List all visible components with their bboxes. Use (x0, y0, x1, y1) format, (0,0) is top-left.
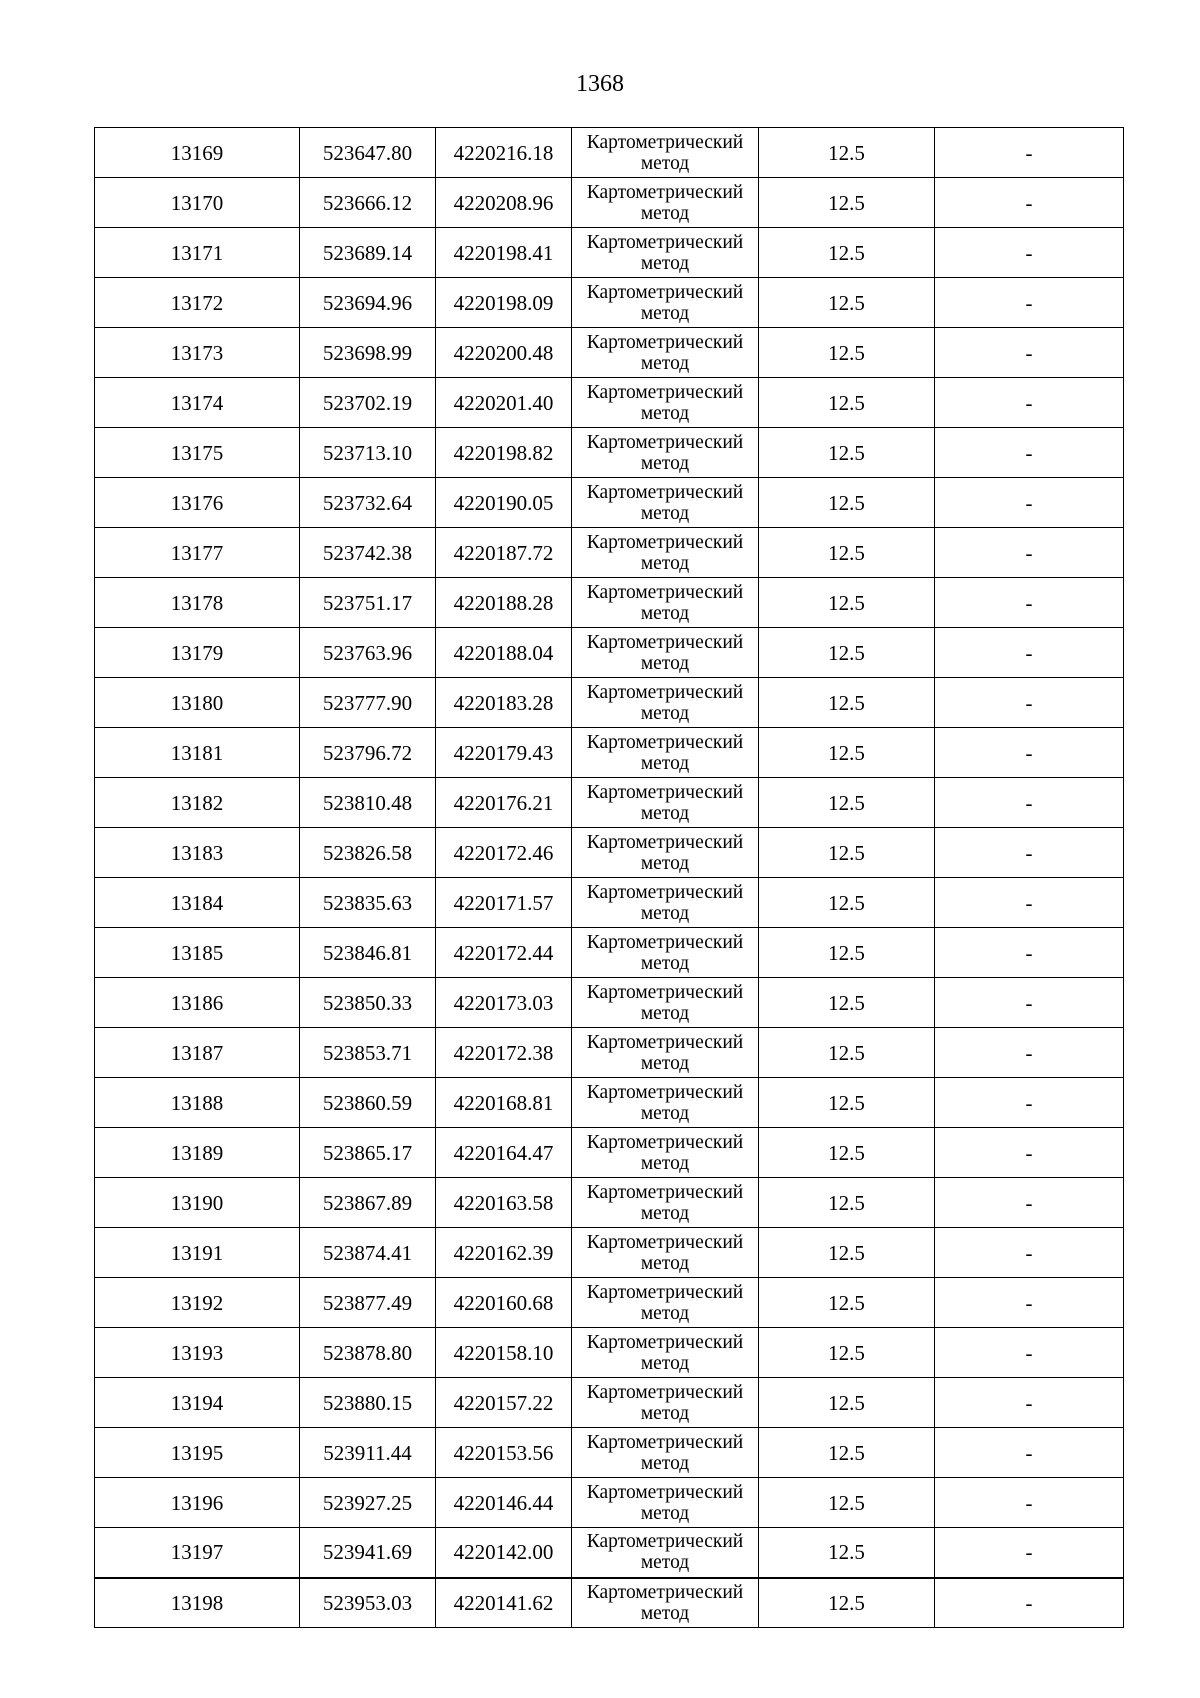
y-coordinate-cell: 4220179.43 (436, 728, 572, 778)
table-row (95, 728, 1124, 778)
point-id-cell: 13185 (95, 928, 300, 978)
method-line-2: метод (640, 1202, 690, 1224)
point-id-cell: 13179 (95, 628, 300, 678)
y-coordinate-cell: 4220198.82 (436, 428, 572, 478)
note-cell: - (935, 928, 1124, 978)
method-cell (572, 878, 759, 928)
method-cell (572, 1328, 759, 1378)
note-cell: - (935, 578, 1124, 628)
method-line-1: Картометрический (586, 1131, 744, 1153)
method-cell (572, 728, 759, 778)
point-id-cell: 13182 (95, 778, 300, 828)
method-line-2: метод (640, 1352, 690, 1374)
table-row (95, 828, 1124, 878)
accuracy-cell: 12.5 (759, 978, 935, 1028)
method-line-1: Картометрический (586, 231, 744, 253)
method-line-2: метод (640, 852, 690, 874)
point-id-cell: 13183 (95, 828, 300, 878)
point-id-cell: 13193 (95, 1328, 300, 1378)
x-coordinate-cell: 523732.64 (300, 478, 436, 528)
note-cell: - (935, 778, 1124, 828)
table-row (95, 528, 1124, 578)
method-line-2: метод (640, 652, 690, 674)
method-line-1: Картометрический (586, 931, 744, 953)
method-cell (572, 828, 759, 878)
x-coordinate-cell: 523796.72 (300, 728, 436, 778)
x-coordinate-cell: 523742.38 (300, 528, 436, 578)
accuracy-cell: 12.5 (759, 678, 935, 728)
note-cell: - (935, 628, 1124, 678)
x-coordinate-cell: 523850.33 (300, 978, 436, 1028)
method-line-2: метод (640, 1402, 690, 1424)
note-cell: - (935, 1328, 1124, 1378)
accuracy-cell: 12.5 (759, 178, 935, 228)
y-coordinate-cell: 4220198.41 (436, 228, 572, 278)
y-coordinate-cell: 4220183.28 (436, 678, 572, 728)
method-cell (572, 978, 759, 1028)
method-cell (572, 1028, 759, 1078)
x-coordinate-cell: 523777.90 (300, 678, 436, 728)
x-coordinate-cell: 523694.96 (300, 278, 436, 328)
point-id-cell: 13189 (95, 1128, 300, 1178)
x-coordinate-cell: 523751.17 (300, 578, 436, 628)
accuracy-cell: 12.5 (759, 528, 935, 578)
x-coordinate-cell: 523941.69 (300, 1528, 436, 1578)
table-body (95, 128, 1124, 1628)
x-coordinate-cell: 523702.19 (300, 378, 436, 428)
accuracy-cell: 12.5 (759, 778, 935, 828)
method-cell (572, 628, 759, 678)
table-row (95, 228, 1124, 278)
method-line-1: Картометрический (586, 281, 744, 303)
method-line-2: метод (640, 202, 690, 224)
method-line-1: Картометрический (586, 731, 744, 753)
method-line-2: метод (640, 1602, 690, 1624)
x-coordinate-cell: 523860.59 (300, 1078, 436, 1128)
accuracy-cell: 12.5 (759, 328, 935, 378)
point-id-cell: 13173 (95, 328, 300, 378)
note-cell: - (935, 1028, 1124, 1078)
x-coordinate-cell: 523846.81 (300, 928, 436, 978)
point-id-cell: 13175 (95, 428, 300, 478)
y-coordinate-cell: 4220172.46 (436, 828, 572, 878)
method-line-2: метод (640, 302, 690, 324)
point-id-cell: 13181 (95, 728, 300, 778)
x-coordinate-cell: 523666.12 (300, 178, 436, 228)
y-coordinate-cell: 4220188.28 (436, 578, 572, 628)
accuracy-cell: 12.5 (759, 1128, 935, 1178)
method-cell (572, 778, 759, 828)
method-cell (572, 1578, 759, 1628)
method-line-1: Картометрический (586, 1181, 744, 1203)
y-coordinate-cell: 4220171.57 (436, 878, 572, 928)
y-coordinate-cell: 4220158.10 (436, 1328, 572, 1378)
accuracy-cell: 12.5 (759, 428, 935, 478)
y-coordinate-cell: 4220141.62 (436, 1578, 572, 1628)
note-cell: - (935, 1228, 1124, 1278)
coordinates-table (94, 127, 1124, 1628)
accuracy-cell: 12.5 (759, 1378, 935, 1428)
table-row (95, 278, 1124, 328)
point-id-cell: 13184 (95, 878, 300, 928)
method-line-2: метод (640, 402, 690, 424)
method-line-1: Картометрический (586, 131, 744, 153)
x-coordinate-cell: 523865.17 (300, 1128, 436, 1178)
method-line-1: Картометрический (586, 631, 744, 653)
accuracy-cell: 12.5 (759, 1028, 935, 1078)
method-cell (572, 1428, 759, 1478)
x-coordinate-cell: 523698.99 (300, 328, 436, 378)
note-cell: - (935, 728, 1124, 778)
method-line-2: метод (640, 452, 690, 474)
point-id-cell: 13187 (95, 1028, 300, 1078)
x-coordinate-cell: 523867.89 (300, 1178, 436, 1228)
method-cell (572, 228, 759, 278)
method-line-2: метод (640, 802, 690, 824)
method-line-2: метод (640, 752, 690, 774)
table-row (95, 1428, 1124, 1478)
accuracy-cell: 12.5 (759, 378, 935, 428)
accuracy-cell: 12.5 (759, 1328, 935, 1378)
point-id-cell: 13177 (95, 528, 300, 578)
method-line-2: метод (640, 552, 690, 574)
method-line-1: Картометрический (586, 1031, 744, 1053)
y-coordinate-cell: 4220198.09 (436, 278, 572, 328)
note-cell: - (935, 878, 1124, 928)
method-cell (572, 178, 759, 228)
point-id-cell: 13174 (95, 378, 300, 428)
method-line-2: метод (640, 1452, 690, 1474)
table-row (95, 878, 1124, 928)
y-coordinate-cell: 4220153.56 (436, 1428, 572, 1478)
method-line-2: метод (640, 502, 690, 524)
table-row (95, 178, 1124, 228)
accuracy-cell: 12.5 (759, 628, 935, 678)
point-id-cell: 13197 (95, 1528, 300, 1578)
y-coordinate-cell: 4220160.68 (436, 1278, 572, 1328)
table-row (95, 1378, 1124, 1428)
note-cell: - (935, 1178, 1124, 1228)
method-line-1: Картометрический (586, 1281, 744, 1303)
point-id-cell: 13190 (95, 1178, 300, 1228)
method-line-2: метод (640, 1102, 690, 1124)
note-cell: - (935, 128, 1124, 178)
x-coordinate-cell: 523880.15 (300, 1378, 436, 1428)
method-line-2: метод (640, 1152, 690, 1174)
accuracy-cell: 12.5 (759, 1278, 935, 1328)
table-row (95, 428, 1124, 478)
method-line-2: метод (640, 352, 690, 374)
table-row (95, 1328, 1124, 1378)
method-line-1: Картометрический (586, 181, 744, 203)
method-line-1: Картометрический (586, 781, 744, 803)
y-coordinate-cell: 4220190.05 (436, 478, 572, 528)
y-coordinate-cell: 4220172.44 (436, 928, 572, 978)
method-cell (572, 528, 759, 578)
x-coordinate-cell: 523713.10 (300, 428, 436, 478)
method-line-1: Картометрический (586, 831, 744, 853)
method-line-1: Картометрический (586, 1231, 744, 1253)
x-coordinate-cell: 523647.80 (300, 128, 436, 178)
y-coordinate-cell: 4220208.96 (436, 178, 572, 228)
note-cell: - (935, 1478, 1124, 1528)
x-coordinate-cell: 523877.49 (300, 1278, 436, 1328)
y-coordinate-cell: 4220200.48 (436, 328, 572, 378)
x-coordinate-cell: 523953.03 (300, 1578, 436, 1628)
accuracy-cell: 12.5 (759, 1228, 935, 1278)
method-cell (572, 1528, 759, 1578)
x-coordinate-cell: 523927.25 (300, 1478, 436, 1528)
x-coordinate-cell: 523874.41 (300, 1228, 436, 1278)
table-row (95, 128, 1124, 178)
table-row (95, 1578, 1124, 1628)
method-line-1: Картометрический (586, 681, 744, 703)
table-row (95, 1028, 1124, 1078)
point-id-cell: 13171 (95, 228, 300, 278)
table-row (95, 578, 1124, 628)
method-cell (572, 428, 759, 478)
method-cell (572, 1078, 759, 1128)
x-coordinate-cell: 523835.63 (300, 878, 436, 928)
note-cell: - (935, 328, 1124, 378)
note-cell: - (935, 478, 1124, 528)
method-line-2: метод (640, 1252, 690, 1274)
method-line-1: Картометрический (586, 1431, 744, 1453)
y-coordinate-cell: 4220146.44 (436, 1478, 572, 1528)
point-id-cell: 13176 (95, 478, 300, 528)
method-line-1: Картометрический (586, 331, 744, 353)
method-line-2: метод (640, 252, 690, 274)
point-id-cell: 13186 (95, 978, 300, 1028)
accuracy-cell: 12.5 (759, 128, 935, 178)
method-line-2: метод (640, 152, 690, 174)
note-cell: - (935, 828, 1124, 878)
table-row (95, 1278, 1124, 1328)
method-line-1: Картометрический (586, 881, 744, 903)
method-cell (572, 328, 759, 378)
method-line-2: метод (640, 702, 690, 724)
note-cell: - (935, 1528, 1124, 1578)
table-row (95, 1228, 1124, 1278)
method-line-1: Картометрический (586, 1481, 744, 1503)
note-cell: - (935, 278, 1124, 328)
accuracy-cell: 12.5 (759, 578, 935, 628)
note-cell: - (935, 528, 1124, 578)
accuracy-cell: 12.5 (759, 1178, 935, 1228)
method-line-2: метод (640, 1052, 690, 1074)
note-cell: - (935, 428, 1124, 478)
table-row (95, 1078, 1124, 1128)
method-line-1: Картометрический (586, 981, 744, 1003)
point-id-cell: 13196 (95, 1478, 300, 1528)
x-coordinate-cell: 523689.14 (300, 228, 436, 278)
accuracy-cell: 12.5 (759, 1078, 935, 1128)
method-cell (572, 1228, 759, 1278)
y-coordinate-cell: 4220172.38 (436, 1028, 572, 1078)
accuracy-cell: 12.5 (759, 228, 935, 278)
note-cell: - (935, 978, 1124, 1028)
y-coordinate-cell: 4220142.00 (436, 1528, 572, 1578)
x-coordinate-cell: 523853.71 (300, 1028, 436, 1078)
point-id-cell: 13180 (95, 678, 300, 728)
y-coordinate-cell: 4220162.39 (436, 1228, 572, 1278)
note-cell: - (935, 678, 1124, 728)
point-id-cell: 13191 (95, 1228, 300, 1278)
accuracy-cell: 12.5 (759, 928, 935, 978)
point-id-cell: 13194 (95, 1378, 300, 1428)
method-line-2: метод (640, 1002, 690, 1024)
method-line-2: метод (640, 602, 690, 624)
accuracy-cell: 12.5 (759, 1478, 935, 1528)
note-cell: - (935, 1578, 1124, 1628)
point-id-cell: 13195 (95, 1428, 300, 1478)
note-cell: - (935, 378, 1124, 428)
y-coordinate-cell: 4220164.47 (436, 1128, 572, 1178)
accuracy-cell: 12.5 (759, 728, 935, 778)
method-line-1: Картометрический (586, 1581, 744, 1603)
note-cell: - (935, 228, 1124, 278)
table-row (95, 978, 1124, 1028)
accuracy-cell: 12.5 (759, 1428, 935, 1478)
point-id-cell: 13170 (95, 178, 300, 228)
table-row (95, 378, 1124, 428)
accuracy-cell: 12.5 (759, 278, 935, 328)
table-row (95, 1128, 1124, 1178)
y-coordinate-cell: 4220216.18 (436, 128, 572, 178)
note-cell: - (935, 1078, 1124, 1128)
method-cell (572, 1178, 759, 1228)
method-line-1: Картометрический (586, 1081, 744, 1103)
method-cell (572, 1128, 759, 1178)
y-coordinate-cell: 4220157.22 (436, 1378, 572, 1428)
page-number: 1368 (576, 71, 624, 97)
point-id-cell: 13178 (95, 578, 300, 628)
y-coordinate-cell: 4220168.81 (436, 1078, 572, 1128)
note-cell: - (935, 1278, 1124, 1328)
note-cell: - (935, 1378, 1124, 1428)
method-line-2: метод (640, 1552, 690, 1574)
method-cell (572, 1378, 759, 1428)
point-id-cell: 13169 (95, 128, 300, 178)
y-coordinate-cell: 4220187.72 (436, 528, 572, 578)
x-coordinate-cell: 523810.48 (300, 778, 436, 828)
x-coordinate-cell: 523826.58 (300, 828, 436, 878)
x-coordinate-cell: 523911.44 (300, 1428, 436, 1478)
point-id-cell: 13192 (95, 1278, 300, 1328)
x-coordinate-cell: 523878.80 (300, 1328, 436, 1378)
method-line-1: Картометрический (586, 1531, 744, 1553)
y-coordinate-cell: 4220188.04 (436, 628, 572, 678)
method-cell (572, 1478, 759, 1528)
method-line-1: Картометрический (586, 1381, 744, 1403)
table-row (95, 328, 1124, 378)
method-line-1: Картометрический (586, 1331, 744, 1353)
method-cell (572, 678, 759, 728)
method-cell (572, 128, 759, 178)
method-line-2: метод (640, 1502, 690, 1524)
x-coordinate-cell: 523763.96 (300, 628, 436, 678)
note-cell: - (935, 1428, 1124, 1478)
table-row (95, 1478, 1124, 1528)
method-cell (572, 278, 759, 328)
table-row (95, 1178, 1124, 1228)
point-id-cell: 13172 (95, 278, 300, 328)
method-line-1: Картометрический (586, 531, 744, 553)
accuracy-cell: 12.5 (759, 1578, 935, 1628)
method-line-2: метод (640, 1302, 690, 1324)
method-line-2: метод (640, 952, 690, 974)
y-coordinate-cell: 4220173.03 (436, 978, 572, 1028)
method-cell (572, 928, 759, 978)
method-line-1: Картометрический (586, 431, 744, 453)
note-cell: - (935, 178, 1124, 228)
method-line-1: Картометрический (586, 381, 744, 403)
table-row (95, 478, 1124, 528)
y-coordinate-cell: 4220201.40 (436, 378, 572, 428)
y-coordinate-cell: 4220163.58 (436, 1178, 572, 1228)
accuracy-cell: 12.5 (759, 828, 935, 878)
method-cell (572, 478, 759, 528)
method-cell (572, 378, 759, 428)
accuracy-cell: 12.5 (759, 878, 935, 928)
accuracy-cell: 12.5 (759, 478, 935, 528)
y-coordinate-cell: 4220176.21 (436, 778, 572, 828)
method-line-1: Картометрический (586, 481, 744, 503)
table-row (95, 628, 1124, 678)
note-cell: - (935, 1128, 1124, 1178)
table-row (95, 928, 1124, 978)
method-cell (572, 578, 759, 628)
table-row (95, 678, 1124, 728)
method-line-2: метод (640, 902, 690, 924)
accuracy-cell: 12.5 (759, 1528, 935, 1578)
method-line-1: Картометрический (586, 581, 744, 603)
table-row (95, 778, 1124, 828)
point-id-cell: 13188 (95, 1078, 300, 1128)
method-cell (572, 1278, 759, 1328)
point-id-cell: 13198 (95, 1578, 300, 1628)
table-row (95, 1528, 1124, 1578)
